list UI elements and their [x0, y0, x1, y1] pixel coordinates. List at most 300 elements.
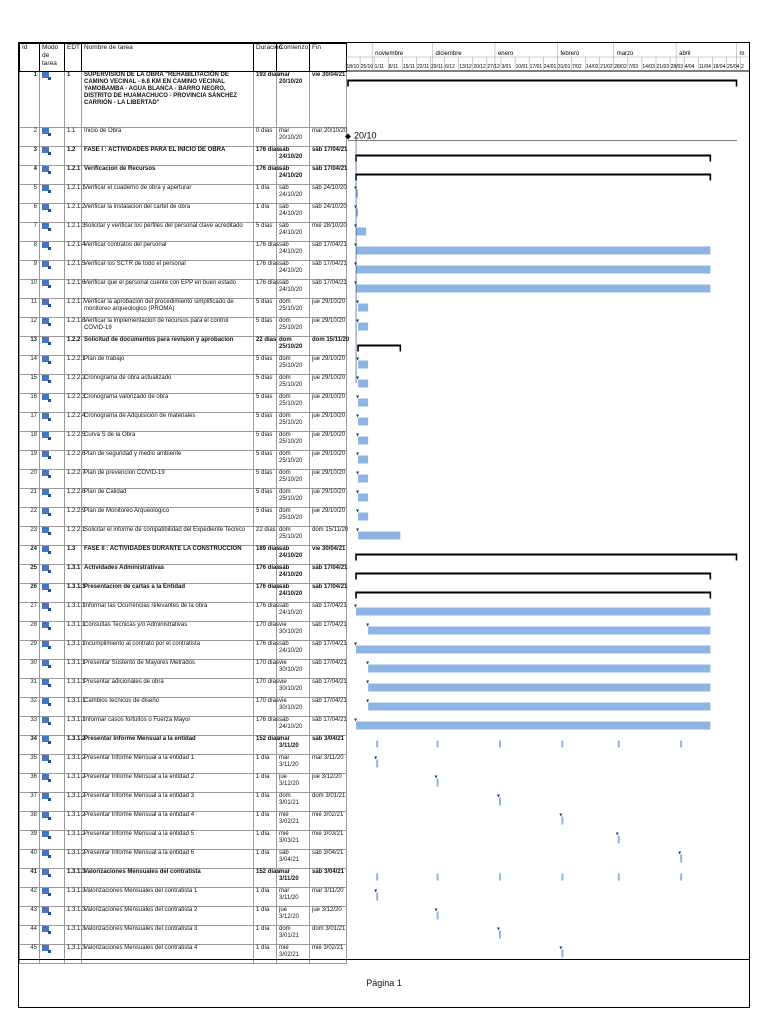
- task-end-cell[interactable]: sáb 17/04/21: [310, 565, 347, 584]
- task-name-cell[interactable]: Curva S de la Obra: [82, 432, 254, 451]
- task-id-cell[interactable]: 3: [20, 147, 40, 166]
- task-end-cell[interactable]: sáb 24/10/20: [310, 185, 347, 204]
- task-end-cell[interactable]: sáb 17/04/21: [310, 717, 347, 736]
- task-edt-cell[interactable]: 1.3.1.3: [65, 907, 82, 926]
- table-row[interactable]: [20, 185, 347, 204]
- task-end-cell[interactable]: mié 3/03/21: [310, 831, 347, 850]
- task-duration-cell[interactable]: 5 días: [254, 508, 277, 527]
- task-end-cell[interactable]: jue 29/10/20: [310, 394, 347, 413]
- task-start-cell[interactable]: vie 30/10/20: [277, 679, 310, 698]
- task-duration-cell[interactable]: 1 día: [254, 793, 277, 812]
- task-end-cell[interactable]: jue 29/10/20: [310, 489, 347, 508]
- task-start-cell[interactable]: mar 3/11/20: [277, 869, 310, 888]
- task-end-cell[interactable]: mar 20/10/20: [310, 128, 347, 147]
- task-duration-cell[interactable]: 176 días: [254, 603, 277, 622]
- task-id-cell[interactable]: 17: [20, 413, 40, 432]
- task-start-cell[interactable]: sáb 24/10/20: [277, 280, 310, 299]
- task-end-cell[interactable]: sáb 3/04/21: [310, 869, 347, 888]
- task-id-cell[interactable]: 31: [20, 679, 40, 698]
- task-mode-cell[interactable]: [40, 831, 65, 850]
- task-id-cell[interactable]: 10: [20, 280, 40, 299]
- task-name-cell[interactable]: Valorizaciones Mensuales del contratista 4: [82, 945, 254, 964]
- task-name-cell[interactable]: Plan de seguridad y medio ambiente: [82, 451, 254, 470]
- task-mode-cell[interactable]: [40, 546, 65, 565]
- task-start-cell[interactable]: mar 3/11/20: [277, 736, 310, 755]
- task-duration-cell[interactable]: 152 días: [254, 736, 277, 755]
- task-end-cell[interactable]: vie 30/04/21: [310, 72, 347, 128]
- task-edt-cell[interactable]: 1.1: [65, 128, 82, 147]
- table-row[interactable]: [20, 72, 347, 128]
- task-edt-cell[interactable]: 1.2.1.5: [65, 261, 82, 280]
- task-duration-cell[interactable]: 5 días: [254, 470, 277, 489]
- header-name[interactable]: Nombre de tarea: [82, 44, 254, 72]
- task-name-cell[interactable]: Consultas Tecnicas y/o Administrativas: [82, 622, 254, 641]
- table-row[interactable]: [20, 888, 347, 907]
- task-duration-cell[interactable]: 5 días: [254, 413, 277, 432]
- task-edt-cell[interactable]: 1.3.1.2: [65, 774, 82, 793]
- task-mode-cell[interactable]: [40, 793, 65, 812]
- task-duration-cell[interactable]: 5 días: [254, 394, 277, 413]
- task-id-cell[interactable]: 15: [20, 375, 40, 394]
- header-duration[interactable]: Duración: [254, 44, 277, 72]
- table-row[interactable]: [20, 622, 347, 641]
- table-row[interactable]: [20, 451, 347, 470]
- table-row[interactable]: [20, 204, 347, 223]
- task-end-cell[interactable]: jue 29/10/20: [310, 375, 347, 394]
- task-name-cell[interactable]: Informar casos fortuitos o Fuerza Mayor: [82, 717, 254, 736]
- task-start-cell[interactable]: sáb 3/04/21: [277, 850, 310, 869]
- task-start-cell[interactable]: mar 20/10/20: [277, 72, 310, 128]
- task-id-cell[interactable]: 28: [20, 622, 40, 641]
- table-row[interactable]: [20, 166, 347, 185]
- task-duration-cell[interactable]: 22 días: [254, 527, 277, 546]
- task-end-cell[interactable]: sáb 17/04/21: [310, 660, 347, 679]
- task-name-cell[interactable]: Presentar Informe Mensual a la entidad 2: [82, 774, 254, 793]
- task-name-cell[interactable]: Plan de Monitoreo Arqueologico: [82, 508, 254, 527]
- task-mode-cell[interactable]: [40, 489, 65, 508]
- task-duration-cell[interactable]: 1 día: [254, 204, 277, 223]
- task-end-cell[interactable]: dom 15/11/20: [310, 527, 347, 546]
- task-duration-cell[interactable]: 5 días: [254, 356, 277, 375]
- task-start-cell[interactable]: mié 3/02/21: [277, 945, 310, 964]
- header-start[interactable]: Comienzo: [277, 44, 310, 72]
- task-name-cell[interactable]: SUPERVISION DE LA OBRA "REHABILITACIÓN DE CAMINO VECINAL - 6.8 KM EN CAMINO VECINAL YAMOBAMBA - AGUA BLANCA - BARRO NEGRO, DISTRITO DE HUAMACHUCO - PROVINCIA SÁNCHEZ CARRIÓN - LA LIBERTAD": [82, 72, 254, 128]
- table-row[interactable]: [20, 774, 347, 793]
- task-mode-cell[interactable]: [40, 261, 65, 280]
- table-row[interactable]: [20, 717, 347, 736]
- task-name-cell[interactable]: Presentar Informe Mensual a la entidad 1: [82, 755, 254, 774]
- task-start-cell[interactable]: dom 25/10/20: [277, 375, 310, 394]
- task-start-cell[interactable]: sáb 24/10/20: [277, 717, 310, 736]
- task-start-cell[interactable]: mar 3/11/20: [277, 755, 310, 774]
- task-start-cell[interactable]: sáb 24/10/20: [277, 261, 310, 280]
- task-edt-cell[interactable]: 1.3: [65, 546, 82, 565]
- task-edt-cell[interactable]: 1.3.1.1: [65, 660, 82, 679]
- task-mode-cell[interactable]: [40, 926, 65, 945]
- task-edt-cell[interactable]: 1.3.1.3: [65, 869, 82, 888]
- task-name-cell[interactable]: Solicitar el informe de compatibilidad del Expediente Tecnico: [82, 527, 254, 546]
- table-row[interactable]: [20, 280, 347, 299]
- table-row[interactable]: [20, 736, 347, 755]
- table-row[interactable]: [20, 641, 347, 660]
- task-edt-cell[interactable]: 1.2.1.4: [65, 242, 82, 261]
- task-edt-cell[interactable]: 1.2: [65, 147, 82, 166]
- task-duration-cell[interactable]: 176 días: [254, 641, 277, 660]
- task-id-cell[interactable]: 22: [20, 508, 40, 527]
- task-edt-cell[interactable]: 1.2.1: [65, 166, 82, 185]
- task-mode-cell[interactable]: [40, 641, 65, 660]
- task-name-cell[interactable]: Verificar el cuaderno de obra y aperturar: [82, 185, 254, 204]
- task-end-cell[interactable]: sáb 17/04/21: [310, 584, 347, 603]
- task-mode-cell[interactable]: [40, 470, 65, 489]
- task-name-cell[interactable]: Presentar Informe Mensual a la entidad 4: [82, 812, 254, 831]
- task-end-cell[interactable]: sáb 17/04/21: [310, 280, 347, 299]
- task-duration-cell[interactable]: 1 día: [254, 850, 277, 869]
- task-edt-cell[interactable]: 1.3.1.1: [65, 698, 82, 717]
- task-name-cell[interactable]: Cronograma valorizado de obra: [82, 394, 254, 413]
- table-row[interactable]: [20, 356, 347, 375]
- task-duration-cell[interactable]: 170 días: [254, 660, 277, 679]
- task-start-cell[interactable]: dom 25/10/20: [277, 470, 310, 489]
- task-end-cell[interactable]: jue 29/10/20: [310, 318, 347, 337]
- task-mode-cell[interactable]: [40, 223, 65, 242]
- task-edt-cell[interactable]: 1.3.1.3: [65, 926, 82, 945]
- task-duration-cell[interactable]: 170 días: [254, 622, 277, 641]
- task-id-cell[interactable]: 32: [20, 698, 40, 717]
- task-id-cell[interactable]: 4: [20, 166, 40, 185]
- task-start-cell[interactable]: dom 25/10/20: [277, 337, 310, 356]
- task-edt-cell[interactable]: 1.2.2.9: [65, 508, 82, 527]
- task-edt-cell[interactable]: 1.3.1.1: [65, 603, 82, 622]
- task-start-cell[interactable]: sáb 24/10/20: [277, 185, 310, 204]
- task-end-cell[interactable]: jue 29/10/20: [310, 508, 347, 527]
- task-mode-cell[interactable]: [40, 660, 65, 679]
- task-id-cell[interactable]: 43: [20, 907, 40, 926]
- task-start-cell[interactable]: sáb 24/10/20: [277, 147, 310, 166]
- task-duration-cell[interactable]: 5 días: [254, 375, 277, 394]
- task-name-cell[interactable]: Cambios tecnicos de diseño: [82, 698, 254, 717]
- task-name-cell[interactable]: Solicitar y verificar los perfiles del personal clave acreditado: [82, 223, 254, 242]
- task-name-cell[interactable]: FASE II : ACTIVIDADES DURANTE LA CONSTRUCCION: [82, 546, 254, 565]
- task-end-cell[interactable]: sáb 17/04/21: [310, 641, 347, 660]
- task-id-cell[interactable]: 35: [20, 755, 40, 774]
- task-mode-cell[interactable]: [40, 204, 65, 223]
- task-start-cell[interactable]: sáb 24/10/20: [277, 166, 310, 185]
- task-duration-cell[interactable]: 189 días: [254, 546, 277, 565]
- task-start-cell[interactable]: mar 3/11/20: [277, 888, 310, 907]
- task-edt-cell[interactable]: 1.3.1.1: [65, 679, 82, 698]
- task-id-cell[interactable]: 45: [20, 945, 40, 964]
- task-mode-cell[interactable]: [40, 774, 65, 793]
- task-duration-cell[interactable]: 1 día: [254, 926, 277, 945]
- task-end-cell[interactable]: jue 29/10/20: [310, 470, 347, 489]
- task-end-cell[interactable]: sáb 17/04/21: [310, 603, 347, 622]
- task-edt-cell[interactable]: 1.2.2.6: [65, 451, 82, 470]
- task-name-cell[interactable]: Valorizaciones Mensuales del contratista 2: [82, 907, 254, 926]
- task-end-cell[interactable]: sáb 17/04/21: [310, 147, 347, 166]
- task-name-cell[interactable]: Inicio de Obra: [82, 128, 254, 147]
- table-row[interactable]: [20, 660, 347, 679]
- task-start-cell[interactable]: sáb 24/10/20: [277, 546, 310, 565]
- task-start-cell[interactable]: vie 30/10/20: [277, 698, 310, 717]
- task-id-cell[interactable]: 5: [20, 185, 40, 204]
- task-start-cell[interactable]: dom 25/10/20: [277, 413, 310, 432]
- task-end-cell[interactable]: sáb 3/04/21: [310, 850, 347, 869]
- task-start-cell[interactable]: mar 20/10/20: [277, 128, 310, 147]
- task-duration-cell[interactable]: 5 días: [254, 451, 277, 470]
- table-row[interactable]: [20, 489, 347, 508]
- task-edt-cell[interactable]: 1.2.1.2: [65, 204, 82, 223]
- task-id-cell[interactable]: 8: [20, 242, 40, 261]
- task-mode-cell[interactable]: [40, 869, 65, 888]
- task-id-cell[interactable]: 16: [20, 394, 40, 413]
- task-name-cell[interactable]: FASE I : ACTIVIDADES PARA EL INICIO DE OBRA: [82, 147, 254, 166]
- task-start-cell[interactable]: jue 3/12/20: [277, 774, 310, 793]
- task-duration-cell[interactable]: 1 día: [254, 774, 277, 793]
- task-edt-cell[interactable]: 1.2.1.1: [65, 185, 82, 204]
- task-start-cell[interactable]: dom 25/10/20: [277, 432, 310, 451]
- task-start-cell[interactable]: dom 3/01/21: [277, 793, 310, 812]
- task-end-cell[interactable]: sáb 17/04/21: [310, 698, 347, 717]
- task-edt-cell[interactable]: 1.2.2.1: [65, 356, 82, 375]
- task-duration-cell[interactable]: 1 día: [254, 888, 277, 907]
- table-row[interactable]: [20, 907, 347, 926]
- task-mode-cell[interactable]: [40, 603, 65, 622]
- task-start-cell[interactable]: sáb 24/10/20: [277, 223, 310, 242]
- task-mode-cell[interactable]: [40, 755, 65, 774]
- task-id-cell[interactable]: 2: [20, 128, 40, 147]
- task-duration-cell[interactable]: 176 días: [254, 584, 277, 603]
- task-id-cell[interactable]: 34: [20, 736, 40, 755]
- task-mode-cell[interactable]: [40, 318, 65, 337]
- task-end-cell[interactable]: jue 29/10/20: [310, 432, 347, 451]
- task-end-cell[interactable]: jue 3/12/20: [310, 907, 347, 926]
- task-mode-cell[interactable]: [40, 337, 65, 356]
- task-name-cell[interactable]: Plan de prevencion COVID-19: [82, 470, 254, 489]
- task-end-cell[interactable]: mié 28/10/20: [310, 223, 347, 242]
- task-id-cell[interactable]: 21: [20, 489, 40, 508]
- task-edt-cell[interactable]: 1.2.2.5: [65, 432, 82, 451]
- task-id-cell[interactable]: 38: [20, 812, 40, 831]
- task-name-cell[interactable]: Verificar la instalacion del cartel de obra: [82, 204, 254, 223]
- task-mode-cell[interactable]: [40, 907, 65, 926]
- task-mode-cell[interactable]: [40, 394, 65, 413]
- table-row[interactable]: [20, 679, 347, 698]
- task-duration-cell[interactable]: 176 días: [254, 242, 277, 261]
- task-id-cell[interactable]: 41: [20, 869, 40, 888]
- task-end-cell[interactable]: mié 3/02/21: [310, 945, 347, 964]
- task-edt-cell[interactable]: 1.2.1.6: [65, 280, 82, 299]
- table-row[interactable]: [20, 242, 347, 261]
- task-id-cell[interactable]: 24: [20, 546, 40, 565]
- table-row[interactable]: [20, 565, 347, 584]
- task-end-cell[interactable]: dom 15/11/20: [310, 337, 347, 356]
- table-row[interactable]: [20, 698, 347, 717]
- task-start-cell[interactable]: dom 25/10/20: [277, 527, 310, 546]
- table-row[interactable]: [20, 508, 347, 527]
- task-duration-cell[interactable]: 5 días: [254, 489, 277, 508]
- task-duration-cell[interactable]: 1 día: [254, 755, 277, 774]
- task-id-cell[interactable]: 12: [20, 318, 40, 337]
- task-mode-cell[interactable]: [40, 375, 65, 394]
- task-start-cell[interactable]: dom 3/01/21: [277, 926, 310, 945]
- header-edt[interactable]: EDT: [65, 44, 82, 72]
- task-mode-cell[interactable]: [40, 147, 65, 166]
- task-name-cell[interactable]: Plan de Calidad: [82, 489, 254, 508]
- task-mode-cell[interactable]: [40, 565, 65, 584]
- task-id-cell[interactable]: 20: [20, 470, 40, 489]
- task-end-cell[interactable]: sáb 24/10/20: [310, 204, 347, 223]
- task-name-cell[interactable]: Presentacion de cartas a la Entidad: [82, 584, 254, 603]
- table-row[interactable]: [20, 584, 347, 603]
- task-end-cell[interactable]: jue 3/12/20: [310, 774, 347, 793]
- task-start-cell[interactable]: sáb 24/10/20: [277, 565, 310, 584]
- task-id-cell[interactable]: 36: [20, 774, 40, 793]
- task-edt-cell[interactable]: 1.3.1.3: [65, 888, 82, 907]
- task-duration-cell[interactable]: 1 día: [254, 185, 277, 204]
- table-row[interactable]: [20, 527, 347, 546]
- task-start-cell[interactable]: sáb 24/10/20: [277, 584, 310, 603]
- task-start-cell[interactable]: dom 25/10/20: [277, 356, 310, 375]
- task-name-cell[interactable]: Valorizaciones Mensuales del contratista 1: [82, 888, 254, 907]
- task-duration-cell[interactable]: 5 días: [254, 223, 277, 242]
- header-id[interactable]: Id: [20, 44, 40, 72]
- task-end-cell[interactable]: dom 3/01/21: [310, 926, 347, 945]
- task-duration-cell[interactable]: 1 día: [254, 945, 277, 964]
- task-name-cell[interactable]: Verificar la implementacion de recursos para el control COVID-19: [82, 318, 254, 337]
- task-name-cell[interactable]: Presentar Informe Mensual a la entidad 5: [82, 831, 254, 850]
- task-end-cell[interactable]: jue 29/10/20: [310, 299, 347, 318]
- task-id-cell[interactable]: 42: [20, 888, 40, 907]
- task-mode-cell[interactable]: [40, 736, 65, 755]
- task-duration-cell[interactable]: 22 días: [254, 337, 277, 356]
- task-mode-cell[interactable]: [40, 166, 65, 185]
- task-duration-cell[interactable]: 176 días: [254, 147, 277, 166]
- task-edt-cell[interactable]: 1.2.2.1: [65, 527, 82, 546]
- task-edt-cell[interactable]: 1.2.2.3: [65, 394, 82, 413]
- task-edt-cell[interactable]: 1.3.1.2: [65, 812, 82, 831]
- task-id-cell[interactable]: 29: [20, 641, 40, 660]
- task-edt-cell[interactable]: 1.3.1.2: [65, 755, 82, 774]
- task-edt-cell[interactable]: 1.3.1.2: [65, 831, 82, 850]
- table-row[interactable]: [20, 337, 347, 356]
- table-row[interactable]: [20, 413, 347, 432]
- task-end-cell[interactable]: sáb 17/04/21: [310, 679, 347, 698]
- task-edt-cell[interactable]: 1.2.2.8: [65, 489, 82, 508]
- task-mode-cell[interactable]: [40, 698, 65, 717]
- table-row[interactable]: [20, 793, 347, 812]
- task-duration-cell[interactable]: 0 días: [254, 128, 277, 147]
- task-name-cell[interactable]: Incumplimiento al contrato por el contratista: [82, 641, 254, 660]
- table-row[interactable]: [20, 926, 347, 945]
- task-name-cell[interactable]: Verificar contratos del personal: [82, 242, 254, 261]
- task-mode-cell[interactable]: [40, 356, 65, 375]
- table-row[interactable]: [20, 831, 347, 850]
- task-start-cell[interactable]: dom 25/10/20: [277, 508, 310, 527]
- task-start-cell[interactable]: dom 25/10/20: [277, 489, 310, 508]
- task-duration-cell[interactable]: 5 días: [254, 299, 277, 318]
- task-id-cell[interactable]: 27: [20, 603, 40, 622]
- task-edt-cell[interactable]: 1.3.1: [65, 565, 82, 584]
- task-edt-cell[interactable]: 1.2.2.7: [65, 470, 82, 489]
- task-edt-cell[interactable]: 1.3.1.1: [65, 717, 82, 736]
- table-row[interactable]: [20, 432, 347, 451]
- task-duration-cell[interactable]: 152 días: [254, 869, 277, 888]
- task-duration-cell[interactable]: 176 días: [254, 565, 277, 584]
- task-id-cell[interactable]: 30: [20, 660, 40, 679]
- task-start-cell[interactable]: dom 25/10/20: [277, 299, 310, 318]
- task-mode-cell[interactable]: [40, 280, 65, 299]
- task-id-cell[interactable]: 14: [20, 356, 40, 375]
- task-start-cell[interactable]: sáb 24/10/20: [277, 204, 310, 223]
- task-name-cell[interactable]: Informar las Ocurrencias relevantes de la obra: [82, 603, 254, 622]
- task-end-cell[interactable]: mar 3/11/20: [310, 888, 347, 907]
- task-mode-cell[interactable]: [40, 888, 65, 907]
- task-end-cell[interactable]: mié 3/02/21: [310, 812, 347, 831]
- task-mode-cell[interactable]: [40, 432, 65, 451]
- task-name-cell[interactable]: Actividades Administrativas: [82, 565, 254, 584]
- table-row[interactable]: [20, 318, 347, 337]
- task-mode-cell[interactable]: [40, 717, 65, 736]
- task-mode-cell[interactable]: [40, 527, 65, 546]
- table-row[interactable]: [20, 223, 347, 242]
- task-mode-cell[interactable]: [40, 413, 65, 432]
- task-end-cell[interactable]: jue 29/10/20: [310, 413, 347, 432]
- task-id-cell[interactable]: 19: [20, 451, 40, 470]
- task-duration-cell[interactable]: 5 días: [254, 318, 277, 337]
- task-edt-cell[interactable]: 1.2.1.8: [65, 318, 82, 337]
- task-name-cell[interactable]: Valorizaciones Mensuales del contratista 3: [82, 926, 254, 945]
- task-start-cell[interactable]: vie 30/10/20: [277, 622, 310, 641]
- header-mode[interactable]: Modo de tarea: [40, 44, 65, 72]
- table-row[interactable]: [20, 128, 347, 147]
- task-edt-cell[interactable]: 1.3.1.3: [65, 945, 82, 964]
- table-row[interactable]: [20, 850, 347, 869]
- task-edt-cell[interactable]: 1.3.1.1: [65, 584, 82, 603]
- task-edt-cell[interactable]: 1.3.1.1: [65, 622, 82, 641]
- task-end-cell[interactable]: sáb 17/04/21: [310, 622, 347, 641]
- task-start-cell[interactable]: sáb 24/10/20: [277, 242, 310, 261]
- task-id-cell[interactable]: 23: [20, 527, 40, 546]
- task-start-cell[interactable]: vie 30/10/20: [277, 660, 310, 679]
- task-edt-cell[interactable]: 1.3.1.2: [65, 850, 82, 869]
- task-duration-cell[interactable]: 170 días: [254, 679, 277, 698]
- task-duration-cell[interactable]: 176 días: [254, 280, 277, 299]
- task-duration-cell[interactable]: 1 día: [254, 907, 277, 926]
- task-start-cell[interactable]: jue 3/12/20: [277, 907, 310, 926]
- task-mode-cell[interactable]: [40, 72, 65, 128]
- task-id-cell[interactable]: 39: [20, 831, 40, 850]
- task-mode-cell[interactable]: [40, 508, 65, 527]
- task-name-cell[interactable]: Verificar que el personal cuente con EPP en buen estado: [82, 280, 254, 299]
- task-name-cell[interactable]: Presentar Informe Mensual a la entidad 6: [82, 850, 254, 869]
- task-duration-cell[interactable]: 176 días: [254, 717, 277, 736]
- task-duration-cell[interactable]: 5 días: [254, 432, 277, 451]
- task-mode-cell[interactable]: [40, 622, 65, 641]
- task-end-cell[interactable]: sáb 17/04/21: [310, 261, 347, 280]
- table-row[interactable]: [20, 546, 347, 565]
- task-id-cell[interactable]: 7: [20, 223, 40, 242]
- task-edt-cell[interactable]: 1: [65, 72, 82, 128]
- task-start-cell[interactable]: sáb 24/10/20: [277, 603, 310, 622]
- task-edt-cell[interactable]: 1.3.1.2: [65, 793, 82, 812]
- task-id-cell[interactable]: 40: [20, 850, 40, 869]
- task-name-cell[interactable]: Cronograma de obra actualizado: [82, 375, 254, 394]
- table-row[interactable]: [20, 394, 347, 413]
- task-start-cell[interactable]: mié 3/03/21: [277, 831, 310, 850]
- task-end-cell[interactable]: sáb 17/04/21: [310, 242, 347, 261]
- task-edt-cell[interactable]: 1.2.2.4: [65, 413, 82, 432]
